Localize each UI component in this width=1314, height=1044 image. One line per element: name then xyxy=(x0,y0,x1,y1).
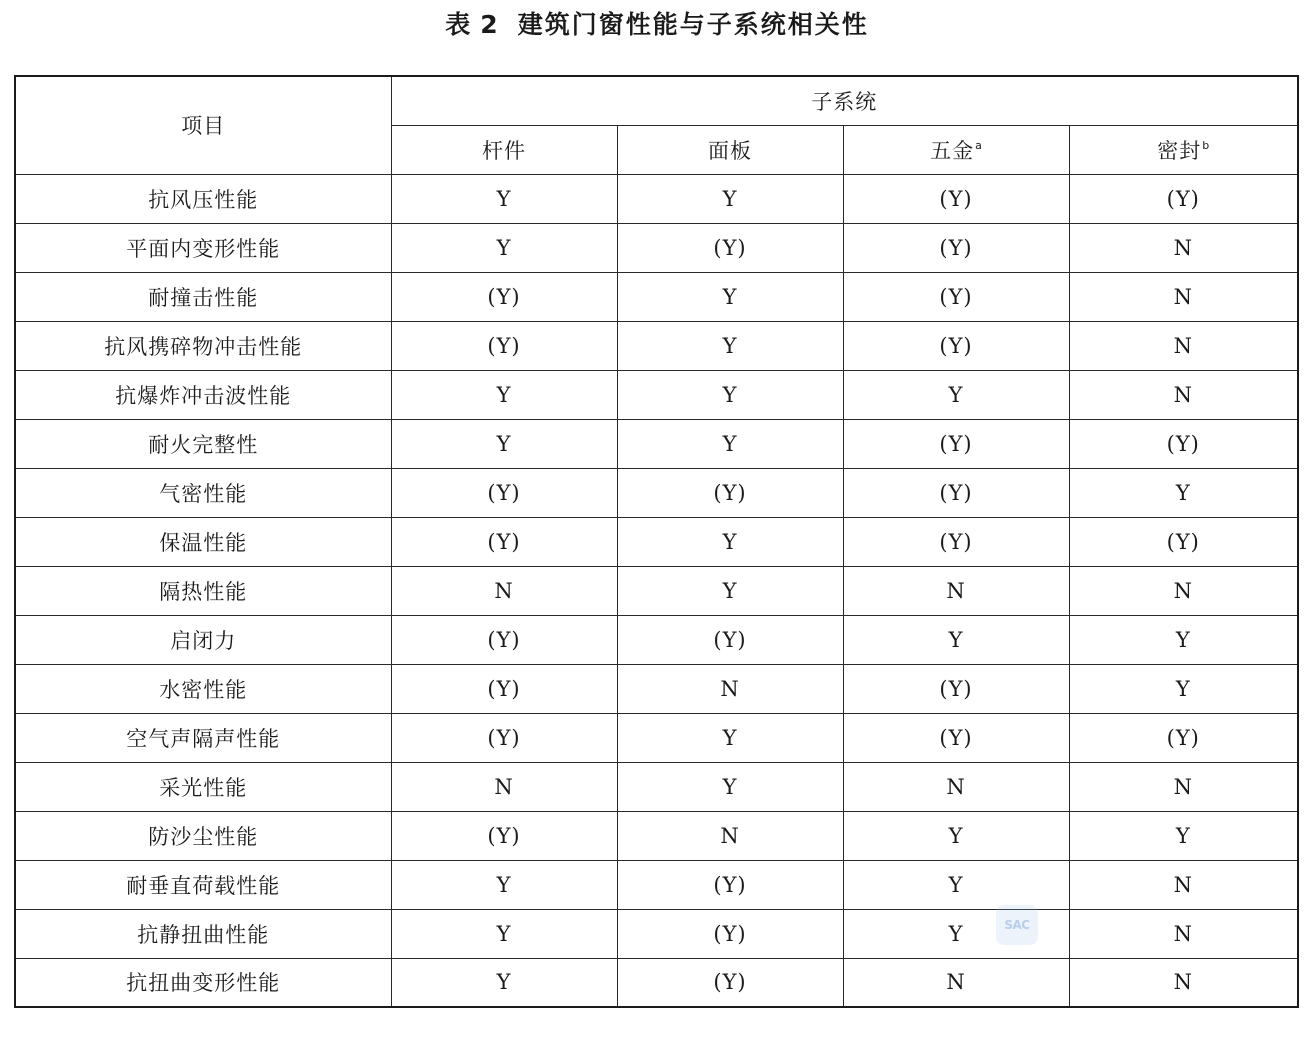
table-cell: Y xyxy=(391,958,617,1007)
table-cell: (Y) xyxy=(843,174,1069,223)
table-cell: Y xyxy=(617,370,843,419)
table-row xyxy=(15,517,1298,566)
table-cell: Y xyxy=(391,860,617,909)
row-label: 抗爆炸冲击波性能 xyxy=(15,370,391,419)
row-label: 气密性能 xyxy=(15,468,391,517)
table-cell: (Y) xyxy=(391,321,617,370)
watermark-logo xyxy=(996,905,1038,945)
table-cell: Y xyxy=(843,909,1069,958)
table-cell: Y xyxy=(843,615,1069,664)
table-row xyxy=(15,223,1298,272)
table-cell: (Y) xyxy=(391,468,617,517)
table-cell: (Y) xyxy=(1069,419,1298,468)
table-cell: Y xyxy=(1069,615,1298,664)
table-row xyxy=(15,272,1298,321)
table-cell: Y xyxy=(617,272,843,321)
table-cell: (Y) xyxy=(843,517,1069,566)
row-label: 抗静扭曲性能 xyxy=(15,909,391,958)
row-label: 耐垂直荷载性能 xyxy=(15,860,391,909)
table-cell: N xyxy=(843,762,1069,811)
row-label: 抗扭曲变形性能 xyxy=(15,958,391,1007)
table-title-prefix: 表 xyxy=(445,10,473,39)
row-label: 启闭力 xyxy=(15,615,391,664)
table-cell: (Y) xyxy=(843,419,1069,468)
table-cell: Y xyxy=(843,811,1069,860)
table-row xyxy=(15,370,1298,419)
header-item: 项目 xyxy=(15,76,391,174)
table-cell: Y xyxy=(617,321,843,370)
table-cell: Y xyxy=(391,223,617,272)
table-cell: (Y) xyxy=(843,713,1069,762)
table-row xyxy=(15,958,1298,1007)
table-title xyxy=(0,8,1314,42)
table-header xyxy=(15,76,1298,174)
table-cell: (Y) xyxy=(617,958,843,1007)
row-label: 隔热性能 xyxy=(15,566,391,615)
table-cell: (Y) xyxy=(391,615,617,664)
row-label: 耐火完整性 xyxy=(15,419,391,468)
table-cell: Y xyxy=(843,860,1069,909)
footnote-marker: a xyxy=(975,138,982,152)
correlation-table xyxy=(14,75,1299,1008)
table-row xyxy=(15,174,1298,223)
table-row xyxy=(15,860,1298,909)
row-label: 空气声隔声性能 xyxy=(15,713,391,762)
header-column xyxy=(391,125,617,174)
table-cell: Y xyxy=(617,174,843,223)
table-cell: Y xyxy=(617,762,843,811)
header-column-label: 面板 xyxy=(708,138,752,163)
table-cell: Y xyxy=(391,419,617,468)
table-cell: Y xyxy=(391,370,617,419)
watermark-text: SAC xyxy=(1004,918,1030,932)
table-cell: (Y) xyxy=(391,272,617,321)
table-row xyxy=(15,615,1298,664)
table-cell: N xyxy=(1069,909,1298,958)
table-row xyxy=(15,664,1298,713)
table-cell: Y xyxy=(617,566,843,615)
table-cell: N xyxy=(391,762,617,811)
table-cell: N xyxy=(843,958,1069,1007)
header-column xyxy=(843,125,1069,174)
table-cell: (Y) xyxy=(1069,713,1298,762)
table-row xyxy=(15,909,1298,958)
table-cell: (Y) xyxy=(843,272,1069,321)
table-cell: (Y) xyxy=(843,468,1069,517)
table-cell: Y xyxy=(1069,664,1298,713)
row-label: 平面内变形性能 xyxy=(15,223,391,272)
table-cell: N xyxy=(1069,223,1298,272)
table-cell: (Y) xyxy=(843,223,1069,272)
row-label: 抗风压性能 xyxy=(15,174,391,223)
table-cell: N xyxy=(617,664,843,713)
table-cell: Y xyxy=(617,713,843,762)
row-label: 采光性能 xyxy=(15,762,391,811)
table-cell: N xyxy=(1069,860,1298,909)
table-cell: (Y) xyxy=(1069,517,1298,566)
header-column xyxy=(617,125,843,174)
table-cell: N xyxy=(391,566,617,615)
table-cell: (Y) xyxy=(391,811,617,860)
table-body xyxy=(15,174,1298,1007)
table-cell: Y xyxy=(843,370,1069,419)
table-cell: N xyxy=(843,566,1069,615)
table-row xyxy=(15,419,1298,468)
table-cell: (Y) xyxy=(617,223,843,272)
table-cell: (Y) xyxy=(617,909,843,958)
table-cell: N xyxy=(1069,272,1298,321)
table-cell: (Y) xyxy=(843,321,1069,370)
header-column xyxy=(1069,125,1298,174)
table-cell: N xyxy=(1069,370,1298,419)
header-column-label: 杆件 xyxy=(482,138,526,163)
table-cell: (Y) xyxy=(617,615,843,664)
row-label: 水密性能 xyxy=(15,664,391,713)
table-cell: (Y) xyxy=(391,517,617,566)
table-cell: N xyxy=(1069,321,1298,370)
table-cell: N xyxy=(617,811,843,860)
table-cell: (Y) xyxy=(391,664,617,713)
table-cell: (Y) xyxy=(617,860,843,909)
table-row xyxy=(15,713,1298,762)
table-row xyxy=(15,468,1298,517)
row-label: 防沙尘性能 xyxy=(15,811,391,860)
table-cell: Y xyxy=(1069,811,1298,860)
table-cell: (Y) xyxy=(1069,174,1298,223)
table-cell: Y xyxy=(617,517,843,566)
table-cell: N xyxy=(1069,566,1298,615)
table-row xyxy=(15,566,1298,615)
table-cell: (Y) xyxy=(617,468,843,517)
footnote-marker: b xyxy=(1202,138,1210,152)
row-label: 保温性能 xyxy=(15,517,391,566)
table-cell: Y xyxy=(391,174,617,223)
table-cell: Y xyxy=(391,909,617,958)
table-cell: Y xyxy=(1069,468,1298,517)
header-row-group xyxy=(15,76,1298,125)
table-row xyxy=(15,321,1298,370)
table-cell: (Y) xyxy=(391,713,617,762)
table-row xyxy=(15,762,1298,811)
header-subsystem: 子系统 xyxy=(391,76,1298,125)
table-cell: N xyxy=(1069,958,1298,1007)
header-column-label: 密封 xyxy=(1157,138,1202,163)
table-cell: N xyxy=(1069,762,1298,811)
header-column-label: 五金 xyxy=(930,138,975,163)
table-row xyxy=(15,811,1298,860)
table-title-number: 2 xyxy=(480,10,500,39)
table-cell: Y xyxy=(617,419,843,468)
table-cell: (Y) xyxy=(843,664,1069,713)
table-title-text: 建筑门窗性能与子系统相关性 xyxy=(517,10,869,39)
row-label: 抗风携碎物冲击性能 xyxy=(15,321,391,370)
row-label: 耐撞击性能 xyxy=(15,272,391,321)
